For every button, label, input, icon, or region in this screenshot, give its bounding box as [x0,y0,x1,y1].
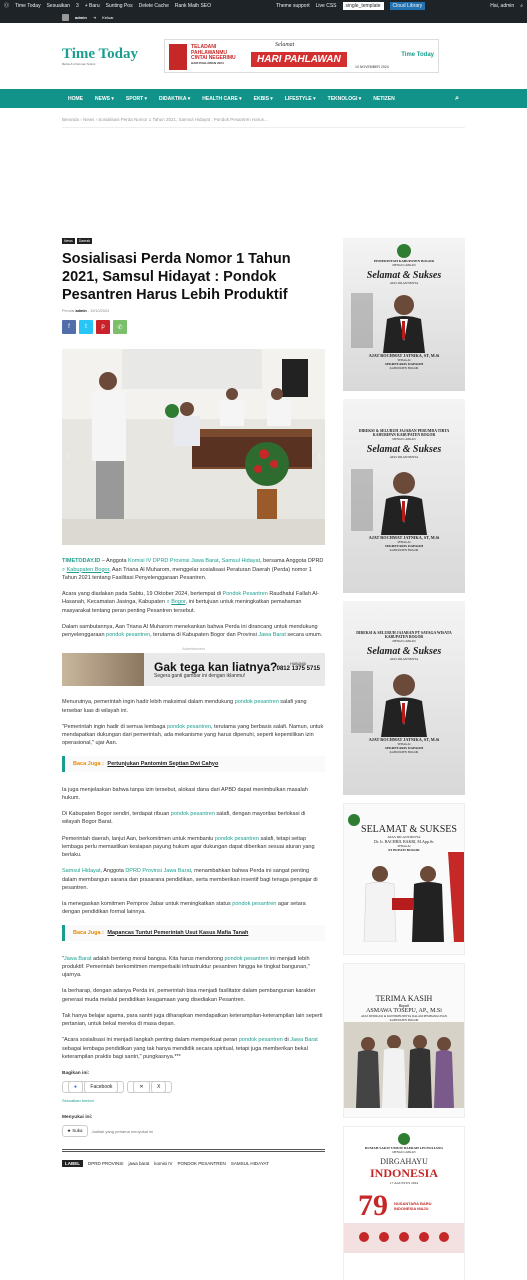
paragraph [62,723,325,748]
related-link[interactable]: Pertunjukan Pantomim Septian Dwi Cahyo [107,760,219,767]
ad-subtitle: Segera ganti gambar ini dengan iklanmu! [154,672,246,679]
flag-icon [169,44,187,70]
admin-bar-cloud-library[interactable]: Cloud Library [390,2,426,10]
nav-ekbis[interactable]: EKBIS ▾ [253,95,273,102]
link[interactable]: Jawa Barat [290,1037,318,1044]
ad-role: SEKRETARIS DAERAH [384,362,424,366]
text: – Anggota [100,558,129,565]
sidebar-ad-6[interactable] [343,1126,465,1280]
main-nav [0,89,527,108]
ad-sub: MENGUCAPKAN [392,437,416,441]
ad-role-pre: SEBAGAI [397,742,411,746]
text: , terutama di Kabupaten Bogor dan Provinsi [150,632,259,639]
related-box[interactable] [62,756,325,772]
ad-photo [344,1022,465,1108]
text: Acara yang diadakan pada Sabtu, 19 Oktober 2024, bertempat di [62,591,223,598]
ad-contact [277,662,320,672]
text: di [282,1037,291,1044]
label-heading: LABEL [62,1160,83,1167]
ad-sub: MENGUCAPKAN [392,639,416,643]
link[interactable]: pondok pesantren [214,835,259,842]
ad-name: Dr. Ir. BACHRIL BAKRI, M.App.Sc [374,839,434,844]
tag-news[interactable]: News [64,239,73,243]
text: , ini bertujuan untuk meningkatkan pemahaman masyarakat tentang peran penting Pesantren tersebut. [62,599,302,614]
banner-script: Selamat [275,42,295,48]
site-name[interactable]: TIMETODAY.ID [62,558,101,565]
share-facebook-label: Facebook [84,1081,118,1093]
nav-health-care[interactable]: HEALTH CARE ▾ [202,95,242,102]
article-body [62,557,325,1061]
nav-home[interactable]: HOME [68,95,83,102]
banner-sub: HARI PAHLAWAN 2024 [191,60,224,65]
article-title: Sosialisasi Perda Nomor 1 Tahun 2021, Samsul Hidayat : Pondok Pesantren Harus Lebih Produktif [62,251,291,304]
paragraph [62,1036,325,1061]
ad-dog-image [62,653,144,686]
link[interactable]: Bogor [171,599,186,606]
share-x-label: X [151,1081,166,1093]
featured-image[interactable] [62,349,325,545]
ad-role: SEKRETARIS DAERAH [384,746,424,750]
inline-ad[interactable] [62,653,325,686]
text: Ia menegaskan komitmen Pemprov Jabar untuk meningkatkan status [62,901,233,908]
edit-share-link[interactable]: Sesuaikan tombol [62,1098,94,1104]
emblem-icon [398,1133,410,1145]
ad-tag: Bapak [398,1003,410,1008]
admin-bar-theme-support[interactable]: Theme support [276,2,310,9]
text: secara umum. [285,632,323,639]
site-header [0,23,527,89]
ad-portrait [343,459,465,535]
paragraph [62,557,325,582]
ad-headline: DIRGAHAYU [380,1157,428,1166]
label-item[interactable]: jawa barat [128,1161,150,1167]
share-facebook-button[interactable] [62,1081,124,1093]
paragraph: Ia juga menjelaskan bahwa tanpa izin tersebut, alokasi dana dari APBD dapat menimbulkan masalah hukum. [62,786,308,801]
paragraph [62,590,325,615]
meta-author[interactable]: admin [75,309,87,314]
link[interactable]: pondok pesantren [232,901,277,908]
text: "Pemerintah ingin hadir di semua lembaga [62,723,167,730]
ad-hub: HUBUNGI [290,662,307,667]
paragraph [62,955,325,980]
paragraph [62,835,325,860]
paragraph [62,623,325,640]
tag-daerah[interactable]: Daerah [78,239,91,243]
related-label: Baca Juga : [73,929,104,936]
text: agar setara dengan pendidikan formal lainnya. [62,901,306,916]
ad-sub: MENGUCAPKAN [392,263,416,267]
nav-sport[interactable]: SPORT ▾ [125,95,148,102]
text: , menambahkan bahwa Perda ini sangat penting dalam membangun sarana dan prasarana pendidikan, serta memberikan insentif bagi tenaga pengajar di pesantren. [62,868,318,891]
facebook-icon[interactable]: f [62,320,76,334]
link[interactable]: DPRD Provinsi Jawa Barat [125,868,192,875]
ad-label: Advertisement [182,647,205,652]
emblem-icon [397,244,411,258]
ad-tag: ATAS DILANTIKNYA [389,455,419,459]
like-heading: Menyukai ini: [62,1115,93,1121]
share-heading: Bagikan ini: [62,1071,90,1077]
text: , Aan Triana Al Muharom, menggelar sosialisasi Peraturan Daerah (Perda) nomor 1 Tahun 2021 tentang Fasilitasi Penyelenggaraan Pesantren. [62,566,312,581]
search-icon[interactable]: ⌕ [520,2,523,9]
ad-tag: ATAS DILANTIKNYA [389,657,419,661]
search-icon: ⌕ [62,566,67,573]
text: , Anggota [100,868,126,875]
ad-role: ATAS DEDIKASI & KONTRIBUSINYA DALAM PEMBANGUNAN KABUPATEN BOGOR [360,1014,447,1022]
next-arrow-icon[interactable]: › [318,453,321,461]
meta-date: 19/10/2024 [90,309,110,314]
share-buttons [62,320,325,334]
text: , [218,558,222,565]
text: sebagai lembaga pendidikan yang tak hanya mendidik secara spiritual, tetapi juga memberikan bekal keterampilan praktis bagi santri," pungkasnya.*** [62,1045,308,1060]
ad-role2: KABUPATEN BOGOR [389,750,419,754]
label-item[interactable]: komisi IV [154,1161,173,1167]
whatsapp-icon[interactable]: ✆ [113,320,127,334]
nav-teknologi[interactable]: TEKNOLOGI ▾ [327,95,362,102]
ad-org: DIREKSI & SELURUH JAJARAN PT SAYAGA WISATA KABUPATEN BOGOR [356,631,452,639]
text: ini menjadi lebih produktif. Pemerintah berkomitmen memperbaiki infrastruktur pesantren hingga ke tingkat bangunan," ujarnya. [62,955,310,979]
text: Menurutnya, pemerintah ingin hadir lebih maksimal dalam mendukung [62,699,235,706]
label-item[interactable]: DPRD PROVINSI [88,1161,124,1167]
breadcrumb[interactable]: Beranda › News › Sosialisasi Perda Nomor 1 Tahun 2021, Samsul Hidayat : Pondok Pesantren Harus... [62,108,465,128]
logo-text: Time Today [62,45,139,62]
text: Dalam sambutannya, Aan Triana Al Muharom menekankan bahwa Perda ini dirancang untuk mendukung penyelenggaraan [62,623,318,639]
admin-bar-site[interactable]: Time Today [15,2,41,9]
ad-sub: MENGUCAPKAN [392,1150,416,1154]
text: salafi, tetapi setiap lembaga perlu memastikan kesiapan payung hukum agar dukungan dapat diberikan sesuai aturan yang berlaku. [62,835,315,859]
admin-bar [0,0,527,11]
twitter-icon[interactable]: t [79,320,93,334]
ad-number: 79 [358,1189,388,1222]
link[interactable]: pondok pesantren [170,811,215,818]
header-banner[interactable] [164,39,439,73]
text: salafi yang tersebar luas di wilayah ini. [62,699,307,714]
pinterest-icon[interactable]: p [96,320,110,334]
link[interactable]: Samsul Hidayat [62,868,101,875]
divider [62,1149,325,1152]
prev-arrow-icon[interactable]: ‹ [66,453,69,461]
paragraph: Ia berharap, dengan adanya Perda ini, pemerintah bisa menjadi fasilitator dalam pembangunan karakter generasi muda melalui pendidikan keagamaan yang disediakan Pesantren. [62,988,316,1003]
nav-lifestyle[interactable]: LIFESTYLE ▾ [284,95,316,102]
banner-date: 10 NOVEMBER 2024 [355,65,389,69]
sidebar [343,238,465,1280]
ad-name: ASMAWA TOSEPU, AP., M.Si [366,1008,442,1014]
ad-headline: Selamat & Sukses [366,270,442,281]
meta-by: Penulis [62,309,75,314]
ad-role2: KABUPATEN BOGOR [389,548,419,552]
ad-tag: ATAS DILANTIKNYA [387,835,421,839]
related-link[interactable]: Mapancas Tuntut Pemerintah Usut Kasus Mafia Tanah [107,929,249,936]
paragraph [62,900,325,917]
ad-portrait [343,661,465,737]
logo-tagline: Berita & Informasi Terkini [62,61,96,66]
nav-news[interactable]: NEWS ▾ [95,95,114,102]
banner-headline: HARI PAHLAWAN [251,52,347,67]
link[interactable]: Samsul Hidayat [221,558,261,565]
paragraph [62,698,325,715]
x-icon: ✕ [133,1081,149,1093]
admin-user[interactable]: admin [75,14,87,20]
nav-netizen[interactable]: NETIZEN [373,95,395,102]
ad-space [0,128,527,238]
ad-org: DIREKSI & SELURUH JAJARAN PERUMDA TIRTA KAHURIPAN KABUPATEN BOGOR [358,429,450,437]
sidebar-ad-5[interactable] [343,963,465,1118]
ad-portrait [343,285,465,353]
sidebar-ad-4[interactable] [343,803,465,955]
text: , bersama Anggota DPRD [260,558,324,565]
admin-bar-edit-post[interactable]: Sunting Pos [105,2,133,9]
ad-name: AJAT ROCHMAT JATNIKA, ST, M.Si [368,353,440,358]
ad-phone: 0812 1375 5715 [276,666,320,673]
text: Di Kabupaten Bogor sendiri, terdapat ribuan [62,811,171,818]
wordpress-icon[interactable]: ⓪ [4,3,10,9]
related-box[interactable] [62,925,325,941]
text: Pemerintah daerah, lanjut Aan, berkomitmen untuk membantu [62,835,215,842]
text: , terutama yang berbasis salafi. Namun, untuk mendapatkan dukungan dari pemerintah, ada mekanisme yang harus dipenuhi, seperti kepemilikan izin operasional," ujar Aan. [62,723,324,747]
share-x-button[interactable] [127,1081,172,1093]
paragraph: Tak hanya belajar agama, para santri juga diharapkan mendapatkan keterampilan-keterampilan lain seperti pertanian, untuk bekal mereka di masa depan. [62,1012,323,1028]
admin-bar-delete-cache[interactable]: Delete Cache [138,2,169,9]
admin-sub-bar [0,11,527,23]
ad-name: AJAT ROCHMAT JATNIKA, ST, M.Si [368,535,440,540]
ad-headline: TERIMA KASIH [375,994,433,1003]
admin-bar-new[interactable]: + Baru [84,2,100,9]
link[interactable]: pondok pesantren [166,723,212,730]
nav-didaktika[interactable]: DIDAKTIKA ▾ [159,95,191,102]
search-icon[interactable]: ⌕ [455,94,459,102]
sidebar-ad-1[interactable] [343,238,465,391]
link[interactable]: Kabupaten Bogor [66,566,110,573]
ad-role-pre: SEBAGAI [397,358,411,362]
admin-bar-customize[interactable]: Sesuaikan [46,2,70,9]
admin-bar-rank-math[interactable]: Rank Math SEO [174,2,212,9]
ad-org: PEMERINTAH KABUPATEN BOGOR [373,259,435,263]
facebook-icon: ● [68,1081,83,1093]
ad-date: 17 AGUSTUS 2024 [389,1181,419,1185]
banner-brand: Time Today [401,52,435,58]
ad-tagline: NUSANTARA BARU INDONESIA MAJU [394,1201,432,1211]
paragraph [62,867,325,892]
text: " [62,955,64,962]
avatar [62,14,69,21]
ad-headline: Selamat & Sukses [366,444,442,455]
admin-bar-greeting[interactable]: Hai, admin [490,2,515,9]
share-row [62,1081,325,1093]
ad-role-pre: SEBAGAI [397,540,411,544]
link[interactable]: Pondok Pesantren [222,591,268,598]
article-tags [62,238,325,244]
link[interactable]: pondok pesantren [234,699,279,706]
banner-slogan: TELADANI PAHLAWANMU CINTAI NEGERIMU [191,44,236,61]
link[interactable]: Jawa Barat [63,955,92,962]
article [62,238,325,1280]
logout-icon: ⇥ [92,14,97,20]
ad-crowd [344,1223,465,1253]
ad-headline: SELAMAT & SUKSES [361,824,457,835]
site-logo[interactable] [62,47,138,66]
admin-bar-template[interactable]: single_template [343,2,384,10]
ad-role: SEKRETARIS DAERAH [384,544,424,548]
admin-bar-comments[interactable]: 3 [75,2,79,9]
label-item[interactable]: SAMSUL HIDAYAT [230,1161,269,1167]
label-row [62,1160,325,1167]
like-text: Jadilah yang pertama menyukai ini [91,1128,154,1134]
text: adalah benteng moral bangsa. Kita harus mendorong [91,955,225,962]
like-row [62,1125,325,1137]
ad-role: PJ BUPATI BOGOR [388,848,420,852]
label-item[interactable]: PONDOK PESANTREN [177,1161,226,1167]
like-button[interactable]: ★ Suka [62,1125,88,1137]
ad-headline: Selamat & Sukses [366,646,442,657]
link[interactable]: Jawa Barat [258,632,286,639]
article-meta: Penulis admin - 19/10/2024 [62,309,110,314]
ad-role2: KABUPATEN BOGOR [389,366,419,370]
ad-name: AJAT ROCHMAT JATNIKA, ST, M.Si [368,737,440,742]
text: "Acara sosialisasi ini menjadi langkah penting dalam memperkuat peran [62,1037,239,1044]
related-label: Baca Juga : [73,760,104,767]
ad-org: RUMAH SAKIT UMUM DAERAH LEUWILIANG [364,1146,444,1150]
ad-role-pre: SEBAGAI [397,844,411,848]
ad-title: Gak tega kan liatnya? [154,659,278,674]
ad-headline2: INDONESIA [369,1166,438,1180]
text: Raudhatul Fallah Al-Hasanah, Kecamatan Jasinga, Kabupaten [62,591,319,606]
sidebar-ad-3[interactable] [343,601,465,795]
paragraph [62,810,325,827]
ad-tag: ATAS DILANTIKNYA [389,281,419,285]
link[interactable]: Komisi IV DPRD Provinsi Jawa Barat [128,558,219,565]
sidebar-ad-2[interactable] [343,399,465,593]
logout-link[interactable]: Keluar [102,14,114,20]
link[interactable]: pondok pesantren [106,632,151,639]
link[interactable]: pondok pesantren [224,955,269,962]
text: salafi, dengan mayoritas berlokasi di wilayah Bogor Barat. [62,811,306,826]
ad-photo [344,852,465,942]
admin-bar-live-css[interactable]: Live CSS [315,2,337,9]
link[interactable]: pondok pesantren [238,1037,283,1044]
search-icon: ⌕ [166,599,172,606]
